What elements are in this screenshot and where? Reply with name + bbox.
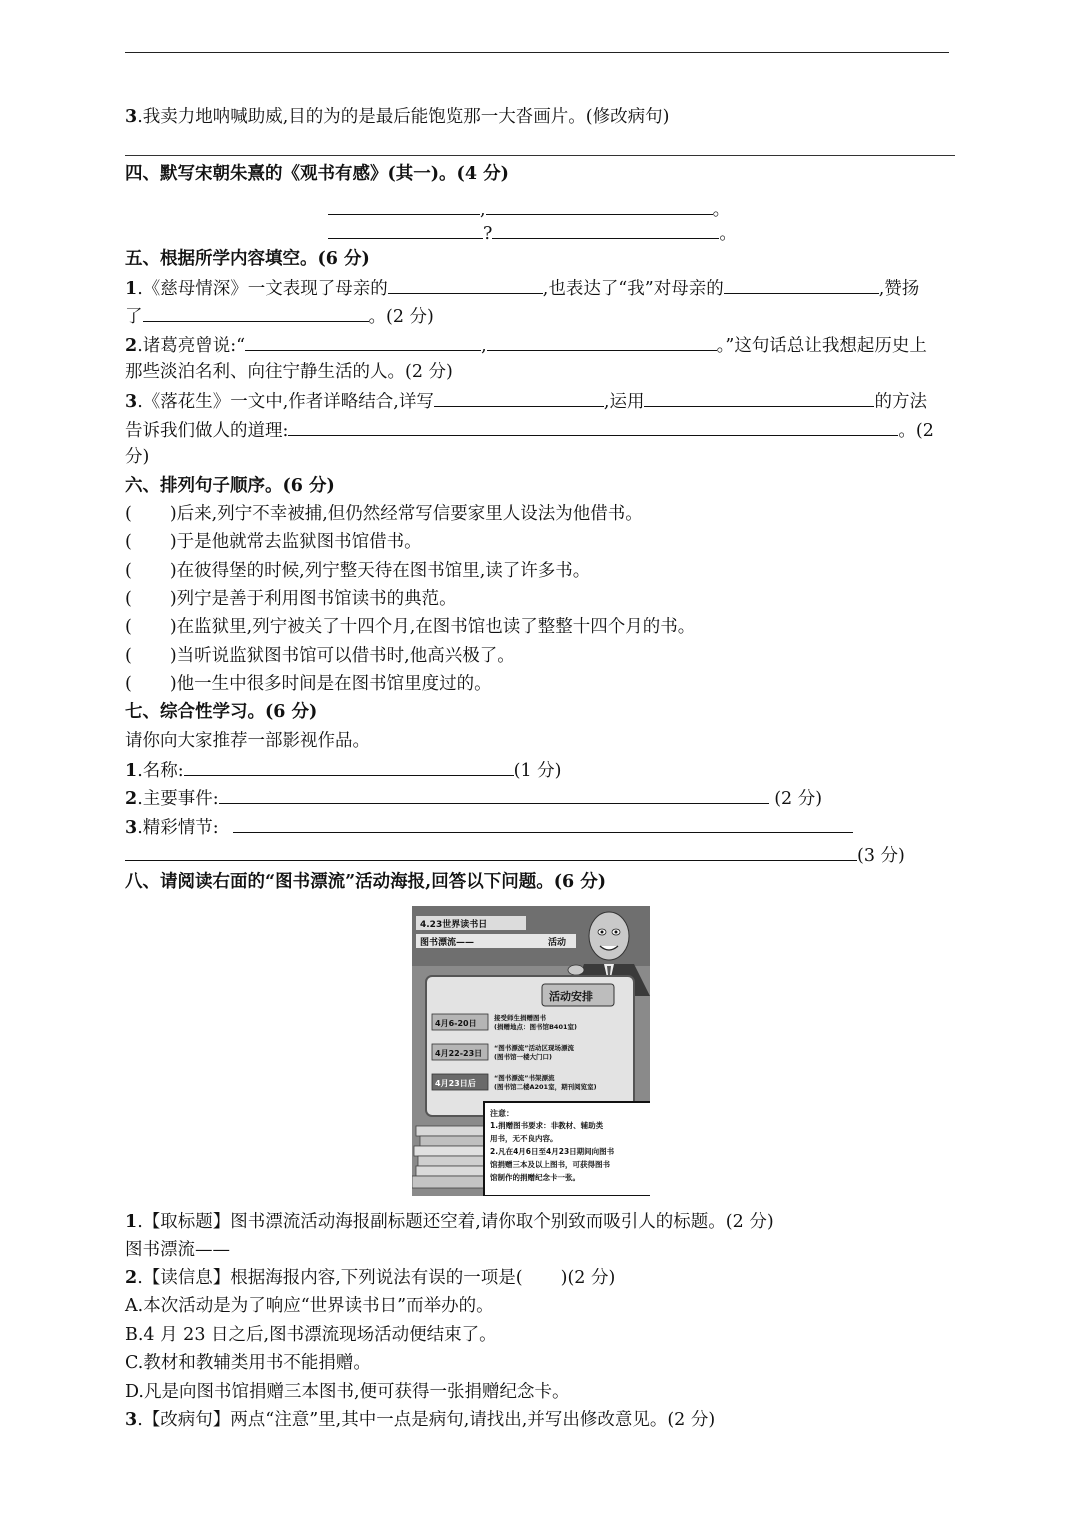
schedule-date: 4月22-23日: [435, 1049, 483, 1058]
blank[interactable]: [486, 194, 713, 215]
s5-q1-line1: 1.《慈母情深》一文表现了母亲的 ,也表达了“我”对母亲的 ,赞扬: [125, 273, 919, 303]
schedule-line2: (图书馆一楼大门口): [494, 1053, 552, 1061]
blank[interactable]: [492, 218, 719, 239]
s5-q1-line2: 了 。(2 分): [125, 301, 434, 331]
order-item-text: 在彼得堡的时候,列宁整天待在图书馆里,读了许多书。: [176, 560, 591, 581]
poster-note-title: 注意：: [490, 1109, 514, 1118]
order-item-text: 后来,列宁不幸被捕,但仍然经常写信要家里人设法为他借书。: [176, 504, 643, 524]
blank[interactable]: [288, 415, 898, 436]
note-line: 馆捐赠三本及以上图书，可获得图书: [490, 1160, 610, 1169]
blank[interactable]: [245, 330, 481, 351]
section-divider: [125, 155, 955, 156]
s7-q2: 2.主要事件: (2 分): [125, 783, 822, 813]
order-paren-open: (: [125, 617, 132, 638]
poster-header1: 4.23世界读书日: [420, 920, 488, 930]
order-item: [125, 585, 457, 613]
blank[interactable]: [143, 301, 369, 322]
option-b: B.4 月 23 日之后,图书漂流现场活动便结束了。: [125, 1324, 497, 1345]
blank[interactable]: [184, 755, 514, 776]
blank[interactable]: [219, 783, 769, 804]
s8-q2: 2.【读信息】根据海报内容,下列说法有误的一项是( )(2 分): [125, 1268, 616, 1288]
section-5-title: 五、根据所学内容填空。(6 分): [125, 249, 370, 269]
blank[interactable]: [328, 218, 483, 239]
blank[interactable]: [125, 840, 857, 861]
note-line: 2.凡在4月6日至4月23日期间向图书: [490, 1147, 615, 1156]
poster-header2: 图书漂流——: [420, 938, 475, 948]
order-paren-open: (: [125, 645, 132, 666]
poster-header3: 活动: [548, 938, 567, 948]
order-paren-open: (: [125, 532, 132, 553]
note-line: 1.捐赠图书要求：非教材、辅助类: [490, 1121, 604, 1130]
order-paren-open: (: [125, 673, 132, 694]
option-a: A.本次活动是为了响应“世界读书日”而举办的。: [125, 1296, 494, 1316]
order-paren-open: (: [125, 504, 132, 524]
order-paren-close: ): [169, 588, 177, 609]
s7-q1: 1.名称: (1 分): [125, 755, 562, 785]
schedule-line1: 接受师生捐赠图书: [494, 1014, 546, 1022]
blank[interactable]: [388, 273, 543, 294]
schedule-line1: “图书漂流”书架漂流: [494, 1074, 555, 1082]
option-d: D.凡是向图书馆捐赠三本图书,便可获得一张捐赠纪念卡。: [125, 1381, 570, 1402]
order-item-text: 在监狱里,列宁被关了十四个月,在图书馆也读了整整十四个月的书。: [176, 617, 696, 638]
blank[interactable]: [434, 386, 604, 407]
book-stack-icon: [412, 1126, 486, 1188]
order-paren-close: ): [169, 532, 177, 553]
order-item: [125, 613, 695, 641]
section-8-title: 八、请阅读右面的“图书漂流”活动海报,回答以下问题。(6 分): [125, 872, 607, 892]
note-line: 用书，无不良内容。: [490, 1134, 558, 1143]
note-line: 馆制作的捐赠纪念卡一张。: [490, 1173, 580, 1182]
order-item: [125, 670, 492, 698]
order-paren-close: ): [169, 504, 177, 524]
blank[interactable]: [724, 273, 879, 294]
schedule-line2: (图书馆二楼A201室，期刊阅览室): [494, 1083, 597, 1091]
poem-line-1: , 。: [328, 194, 730, 224]
order-item: [125, 500, 643, 528]
schedule-date: 4月23日后: [435, 1079, 476, 1088]
s8-q3: 3.【改病句】两点“注意”里,其中一点是病句,请找出,并写出修改意见。(2 分): [125, 1410, 716, 1430]
s8-q1: 1.【取标题】图书漂流活动海报副标题还空着,请你取个别致而吸引人的标题。(2 分): [125, 1212, 774, 1232]
schedule-date: 4月6-20日: [435, 1019, 477, 1028]
section-7-title: 七、综合性学习。(6 分): [125, 702, 318, 722]
s5-q3-line2: 告诉我们做人的道理: 。(2: [125, 415, 934, 445]
order-item-text: 于是他就常去监狱图书馆借书。: [176, 532, 422, 553]
s5-q3-line3: 分): [125, 447, 150, 467]
order-paren-close: ): [169, 560, 177, 581]
s7-intro: 请你向大家推荐一部影视作品。: [125, 731, 370, 751]
s7-q3-line2: (3 分): [125, 840, 905, 870]
order-item: [125, 528, 422, 556]
s5-q2-line1: 2.诸葛亮曾说:“ , 。”这句话总让我想起历史上: [125, 330, 927, 360]
order-paren-close: ): [169, 617, 177, 638]
s8-q1-answer: 图书漂流——: [125, 1240, 230, 1260]
order-item-text: 他一生中很多时间是在图书馆里度过的。: [176, 673, 492, 694]
question-3-modify: 3.我卖力地呐喊助威,目的为的是最后能饱览那一大沓画片。(修改病句): [125, 107, 670, 127]
section-4-title: 四、默写宋朝朱熹的《观书有感》(其一)。(4 分): [125, 164, 509, 184]
schedule-line1: “图书漂流”活动区现场漂流: [494, 1044, 575, 1052]
order-paren-close: ): [169, 673, 177, 694]
order-item: [125, 557, 590, 585]
s5-q3-line1: 3.《落花生》一文中,作者详略结合,详写 ,运用 的方法: [125, 386, 927, 416]
blank[interactable]: [487, 330, 717, 351]
blank[interactable]: [233, 812, 853, 833]
order-paren-close: ): [169, 645, 177, 666]
poster-schedule-title: 活动安排: [549, 990, 593, 1003]
order-item: [125, 642, 515, 670]
order-item-text: 列宁是善于利用图书馆读书的典范。: [176, 588, 457, 609]
top-rule: [125, 52, 949, 53]
schedule-line2: (捐赠地点：图书馆B401室): [494, 1023, 577, 1031]
s5-q2-line2: 那些淡泊名利、向往宁静生活的人。(2 分): [125, 362, 453, 382]
order-paren-open: (: [125, 588, 132, 609]
section-6-title: 六、排列句子顺序。(6 分): [125, 476, 335, 496]
order-item-text: 当听说监狱图书馆可以借书时,他高兴极了。: [176, 645, 515, 666]
reading-poster: [412, 906, 650, 1196]
order-paren-open: (: [125, 560, 132, 581]
blank[interactable]: [644, 386, 874, 407]
option-c: C.教材和教辅类用书不能捐赠。: [125, 1353, 371, 1373]
s7-q3: 3.精彩情节:: [125, 812, 853, 842]
blank[interactable]: [328, 194, 480, 215]
poem-line-2: ? 。: [328, 218, 737, 248]
